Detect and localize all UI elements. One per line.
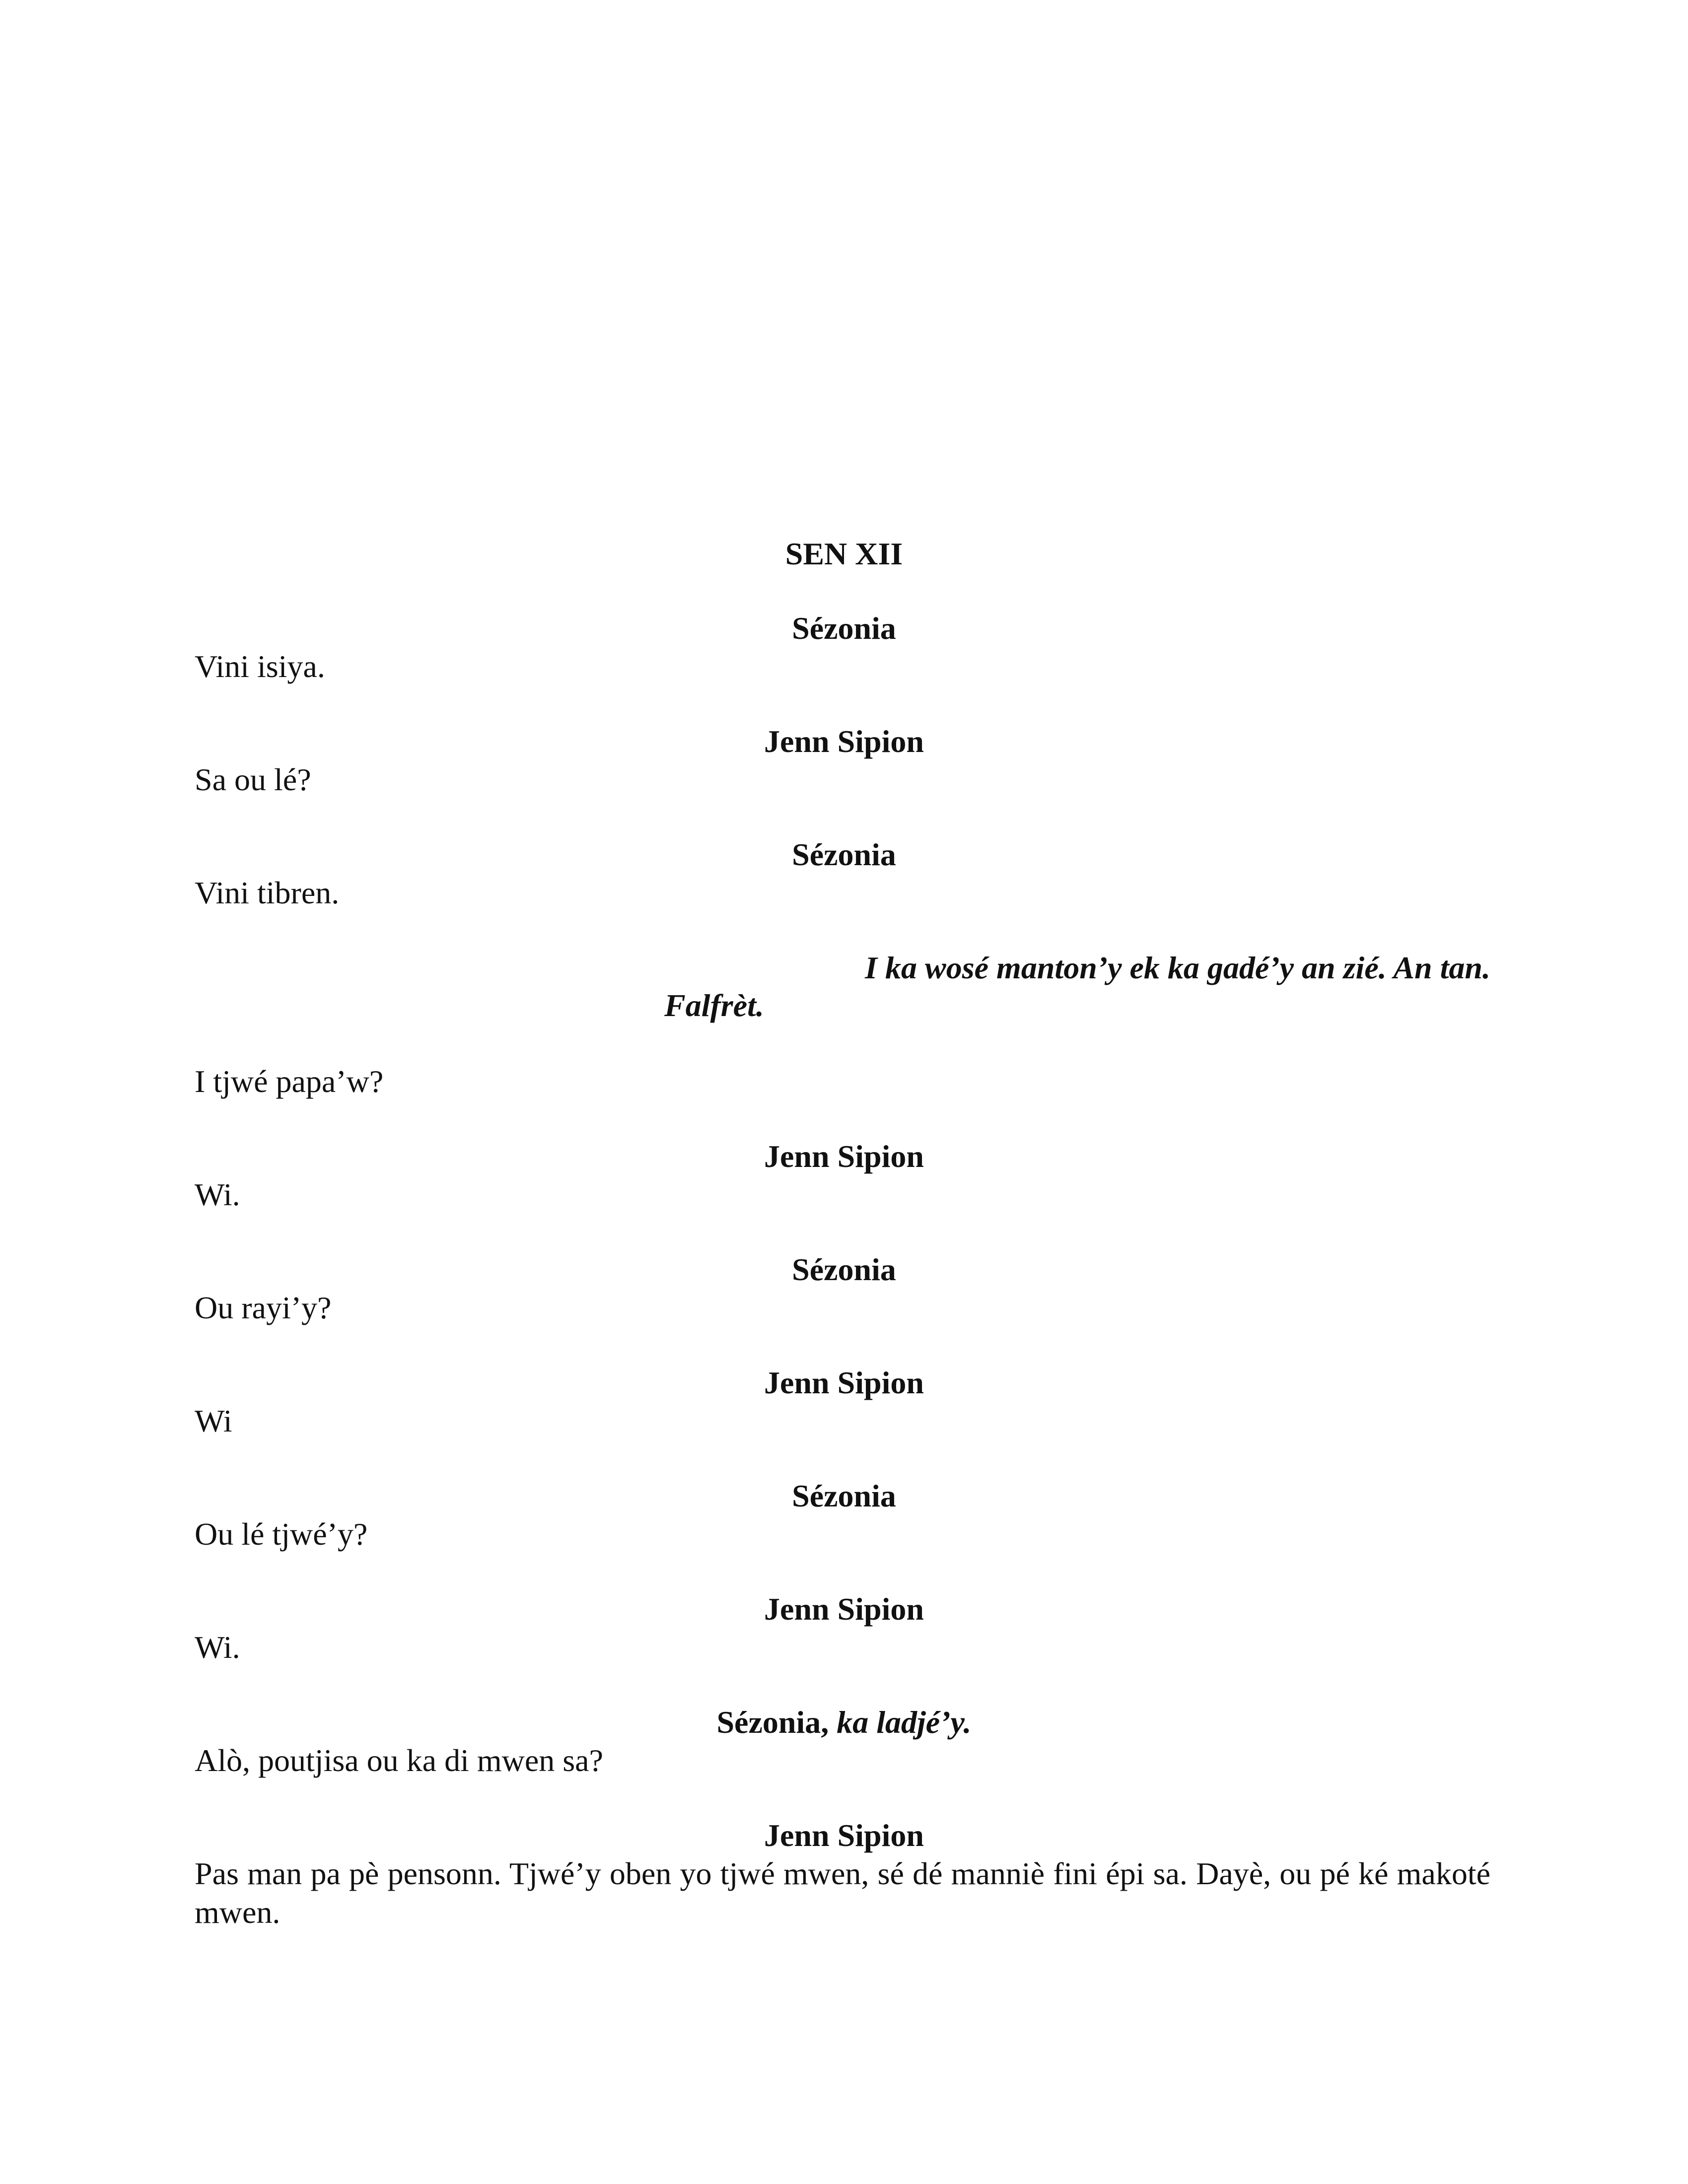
dialogue-line: Vini tibren. (195, 875, 340, 910)
speaker-stage-note: ka ladjé’y. (837, 1705, 972, 1740)
speaker-with-direction (0, 1704, 1688, 1741)
dialogue-paragraph: Pas man pa pè pensonn. Tjwé’y oben yo tjwé mwen, sé dé manniè fini épi sa. Dayè, ou pé ké makoté mwen. (195, 1856, 1490, 1930)
dialogue-line: Wi. (195, 1630, 240, 1665)
dialogue-line: Wi. (195, 1177, 240, 1212)
dialogue-line: Ou rayi’y? (195, 1290, 332, 1325)
speaker-sezonia: Sézonia (792, 1478, 896, 1513)
speaker-sezonia: Sézonia (792, 837, 896, 872)
speaker-sezonia: Sézonia (792, 1252, 896, 1287)
speaker-sezonia: Sézonia (792, 611, 896, 646)
dialogue-line: Vini isiya. (195, 649, 325, 684)
speaker-jenn-sipion: Jenn Sipion (764, 1365, 924, 1400)
scene-title: SEN XII (785, 536, 903, 571)
dialogue-line: I tjwé papa’w? (195, 1064, 384, 1099)
dialogue-line: Ou lé tjwé’y? (195, 1516, 368, 1552)
dialogue-line: Sa ou lé? (195, 762, 311, 797)
speaker-sezonia: Sézonia, (716, 1705, 829, 1740)
speaker-jenn-sipion: Jenn Sipion (764, 724, 924, 759)
speaker-jenn-sipion: Jenn Sipion (764, 1139, 924, 1174)
dialogue-line: Wi (195, 1403, 232, 1438)
stage-direction-continued: Falfrèt. (664, 988, 764, 1023)
speaker-jenn-sipion: Jenn Sipion (764, 1818, 924, 1853)
speaker-jenn-sipion: Jenn Sipion (764, 1591, 924, 1627)
dialogue-line: Alò, poutjisa ou ka di mwen sa? (195, 1743, 603, 1778)
stage-direction: I ka wosé manton’y ek ka gadé’y an zié. An tan. (865, 950, 1490, 985)
